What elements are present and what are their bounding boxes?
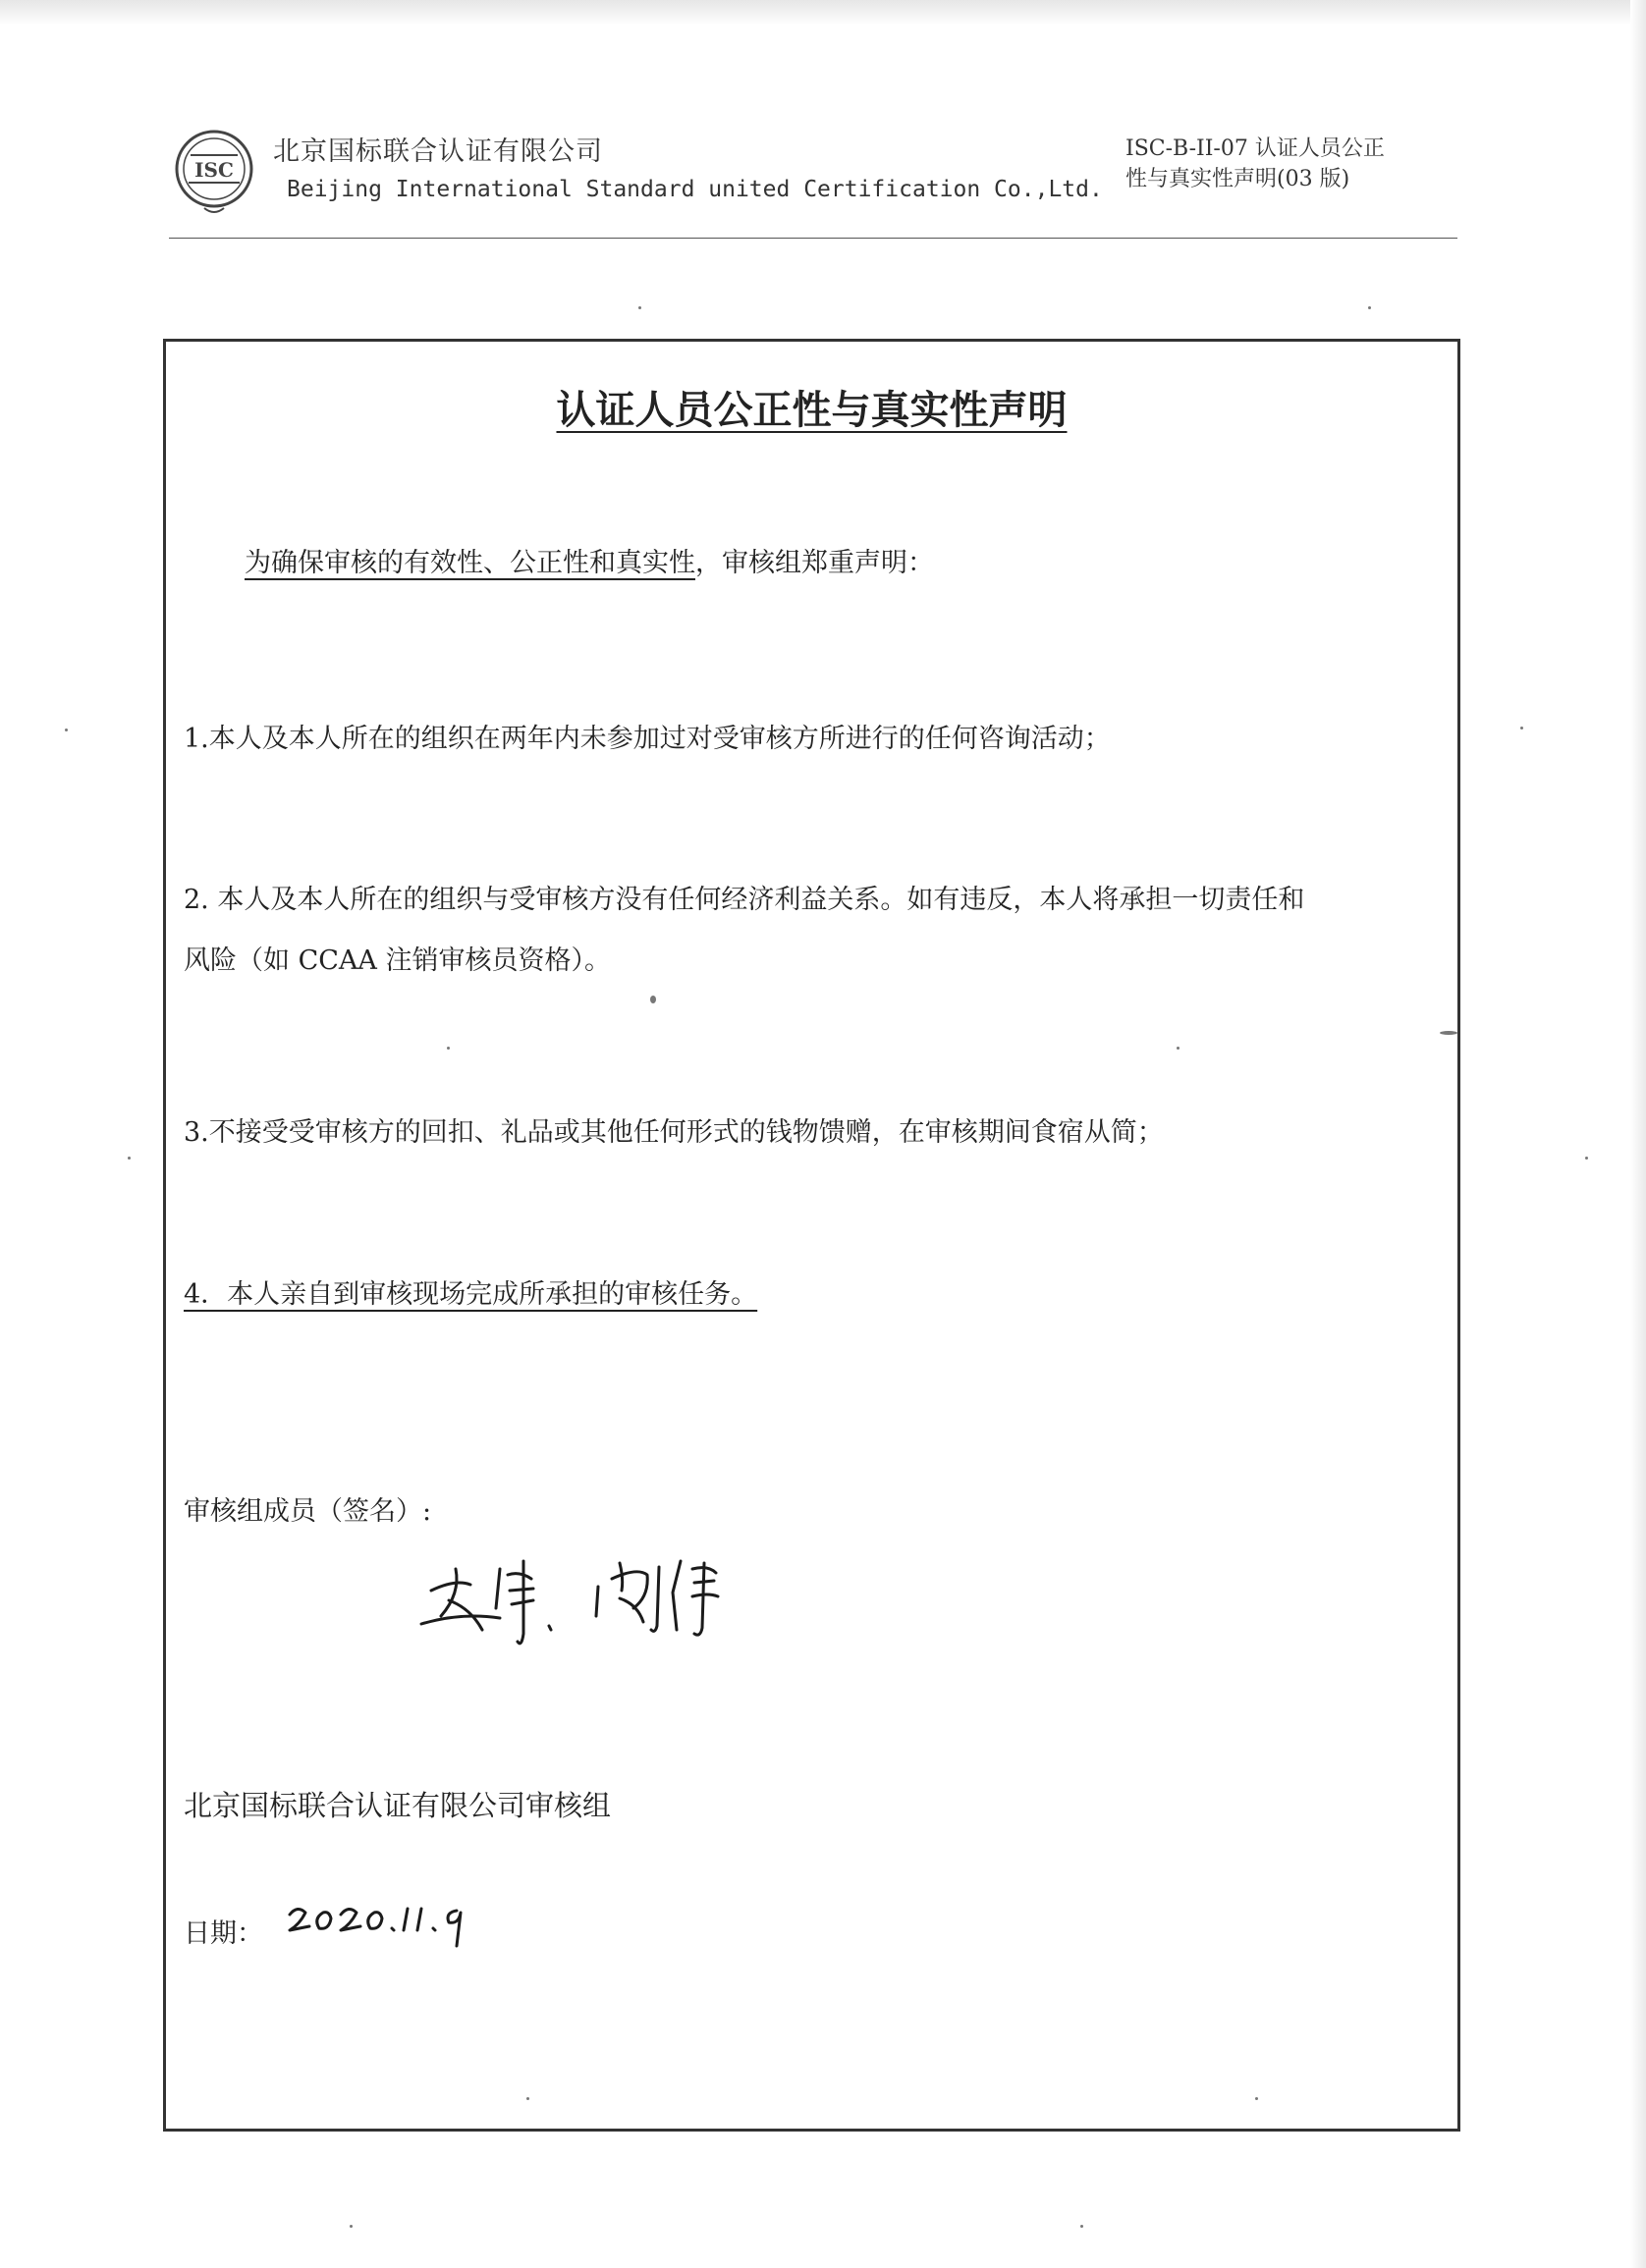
scan-edge-top (0, 0, 1646, 26)
company-name-cn: 北京国标联合认证有限公司 (273, 136, 603, 167)
scan-speck (1585, 1157, 1588, 1160)
company-name-en: Beijing International Standard united Certification Co.,Ltd. (287, 177, 1103, 202)
scan-speck (1177, 1047, 1180, 1050)
scan-speck (526, 2097, 529, 2100)
document-header (169, 120, 1457, 240)
scan-speck (447, 1047, 450, 1050)
handwritten-signatures (402, 1539, 814, 1657)
handwritten-date (284, 1891, 480, 1950)
scan-speck (1255, 2097, 1258, 2100)
scan-speck (650, 996, 656, 1003)
document-code-line2: 性与真实性声明(03 版) (1125, 167, 1350, 191)
declaration-item-4-text: 4．本人亲自到审核现场完成所承担的审核任务。 (184, 1279, 758, 1310)
scan-speck (1080, 2225, 1083, 2228)
intro-statement (245, 533, 934, 594)
intro-rest: ，审核组郑重声明： (695, 548, 934, 578)
date-label: 日期： (184, 1918, 263, 1949)
scan-speck (1520, 727, 1523, 729)
isc-logo-icon (173, 126, 255, 216)
audit-team-name: 北京国标联合认证有限公司审核组 (184, 1789, 612, 1822)
scan-speck (1368, 306, 1371, 309)
scan-speck (1440, 1031, 1457, 1035)
scan-speck (65, 729, 68, 731)
scan-edge-right (1630, 0, 1646, 2268)
declaration-item-2 (184, 870, 1304, 992)
header-rule (169, 238, 1457, 239)
declaration-item-2-line1: 2. 本人及本人所在的组织与受审核方没有任何经济利益关系。如有违反，本人将承担一切责任和 (184, 885, 1305, 915)
document-code-line1: ISC-B-II-07 认证人员公正 (1125, 136, 1385, 161)
document-code (1125, 134, 1440, 194)
scan-speck (638, 306, 641, 309)
intro-underlined: 为确保审核的有效性、公正性和真实性 (245, 548, 695, 578)
logo-text: ISC (194, 158, 234, 182)
scan-speck (128, 1157, 131, 1160)
declaration-frame (163, 339, 1460, 2132)
document-title-text: 认证人员公正性与真实性声明 (556, 388, 1068, 433)
declaration-item-4 (184, 1265, 757, 1325)
document-title (166, 379, 1457, 435)
members-signature-label: 审核组成员（签名）: (184, 1496, 432, 1527)
declaration-item-2-line2: 风险（如 CCAA 注销审核员资格）。 (184, 945, 611, 976)
declaration-item-3: 3.不接受受审核方的回扣、礼品或其他任何形式的钱物馈赠，在审核期间食宿从简； (184, 1117, 1164, 1148)
scan-speck (350, 2225, 353, 2228)
declaration-item-1: 1.本人及本人所在的组织在两年内未参加过对受审核方所进行的任何咨询活动； (184, 724, 1111, 754)
